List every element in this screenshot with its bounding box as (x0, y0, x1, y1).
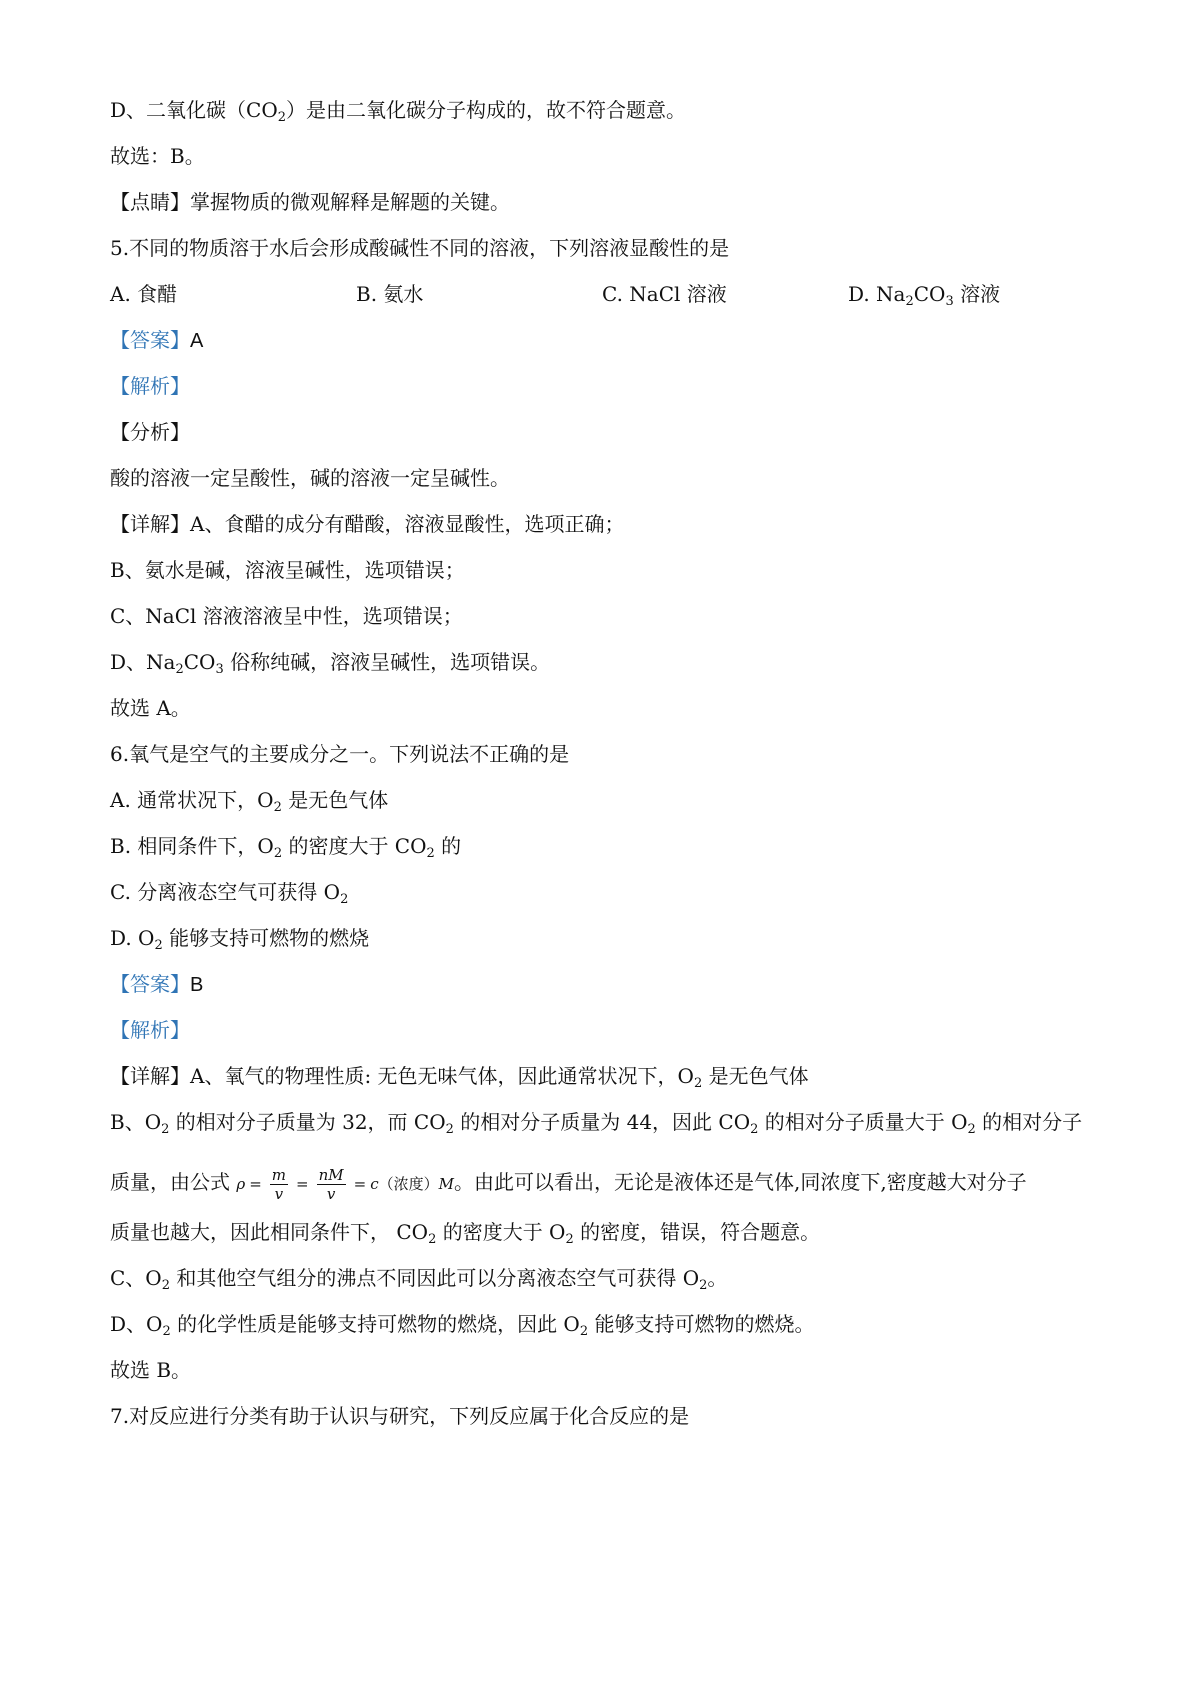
question-5-stem: 5.不同的物质溶于水后会形成酸碱性不同的溶液，下列溶液显酸性的是 (110, 236, 730, 260)
subscript: 2 (750, 1122, 759, 1137)
text-segment: 和其他空气组分的沸点不同因此可以分离液态空气可获得 O (169, 1266, 700, 1290)
text-segment: 的相对分子 (975, 1110, 1083, 1134)
text-line (110, 1108, 1082, 1136)
text-segment: A. 通常状况下，O (110, 788, 274, 812)
formula-symbol: c (370, 1174, 379, 1193)
answer-label: 【答案】 (110, 328, 190, 352)
q6-option-d (110, 924, 369, 952)
subscript: 2 (565, 1232, 574, 1247)
subscript: 2 (340, 892, 349, 907)
text-segment: CO (913, 282, 946, 306)
text-segment: B、O (110, 1110, 162, 1134)
text-segment: 的相对分子质量大于 O (758, 1110, 968, 1134)
q5-option-d (848, 280, 1000, 308)
text-segment: 是无色气体 (281, 788, 389, 812)
subscript: 2 (161, 1278, 170, 1293)
text-line-formula (110, 1160, 1027, 1204)
subscript: 2 (162, 1324, 171, 1339)
text-segment: 的化学性质是能够支持可燃物的燃烧，因此 O (170, 1312, 580, 1336)
text-line: 【详解】A、食醋的成分有醋酸，溶液显酸性，选项正确； (110, 512, 625, 536)
text-segment: 能够支持可燃物的燃烧 (162, 926, 370, 950)
subscript: 2 (426, 846, 435, 861)
density-formula (236, 1162, 454, 1206)
question-7-stem: 7.对反应进行分类有助于认识与研究，下列反应属于化合反应的是 (110, 1404, 690, 1428)
q5-fenxi-label: 【分析】 (110, 420, 190, 444)
q6-answer (110, 970, 203, 998)
text-line (110, 1310, 814, 1338)
text-segment: D. Na (848, 282, 906, 306)
text-segment: 质量，由公式 (110, 1170, 237, 1194)
subscript: 2 (967, 1122, 976, 1137)
text-segment: 的 (434, 834, 462, 858)
answer-value: B (190, 974, 204, 996)
text-segment: C、O (110, 1266, 162, 1290)
fraction-denominator: v (326, 1185, 336, 1203)
text-segment: 的相对分子质量为 44，因此 CO (453, 1110, 751, 1134)
formula-fraction (270, 1166, 288, 1203)
formula-equals: = (249, 1174, 262, 1193)
text-segment: D、二氧化碳（CO (110, 98, 278, 122)
text-segment: ）是由二氧化碳分子构成的，故不符合题意。 (286, 98, 687, 122)
text-line (110, 1218, 820, 1246)
subscript: 3 (215, 662, 224, 677)
formula-equals: = (296, 1174, 309, 1193)
text-line: 故选 A。 (110, 696, 191, 720)
text-segment: C. 分离液态空气可获得 O (110, 880, 341, 904)
text-segment: 的密度，错误，符合题意。 (573, 1220, 821, 1244)
text-line: B、氨水是碱，溶液呈碱性，选项错误； (110, 558, 465, 582)
text-segment: 溶液 (953, 282, 1001, 306)
q5-option-c: C. NaCl 溶液 (602, 282, 727, 306)
formula-symbol: ρ (236, 1174, 246, 1193)
subscript: 2 (154, 938, 163, 953)
text-segment: 的密度大于 O (436, 1220, 566, 1244)
text-segment: CO (183, 650, 216, 674)
text-segment: 。 (707, 1266, 728, 1290)
text-line: 【点睛】掌握物质的微观解释是解题的关键。 (110, 190, 510, 214)
text-segment: 。由此可以看出，无论是液体还是气体,同浓度下,密度越大对分子 (453, 1170, 1027, 1194)
text-line (110, 1062, 809, 1090)
q5-option-b: B. 氨水 (356, 282, 424, 306)
subscript: 2 (905, 294, 914, 309)
subscript: 2 (699, 1278, 708, 1293)
subscript: 2 (693, 1076, 703, 1091)
text-line: 故选 B。 (110, 1358, 192, 1382)
text-line (110, 1264, 727, 1292)
q6-analysis-label: 【解析】 (110, 1018, 190, 1042)
q5-analysis-label: 【解析】 (110, 374, 190, 398)
text-line (110, 96, 686, 124)
text-segment: 质量也越大，因此相同条件下， CO (110, 1220, 429, 1244)
subscript: 2 (445, 1122, 454, 1137)
subscript: 2 (428, 1232, 437, 1247)
q5-option-a: A. 食醋 (110, 282, 178, 306)
answer-label: 【答案】 (110, 972, 190, 996)
fraction-numerator: m (271, 1166, 286, 1184)
formula-equals: = (353, 1174, 367, 1193)
q5-answer (110, 326, 203, 354)
subscript: 2 (277, 110, 287, 125)
text-line (110, 648, 550, 676)
text-segment: D、Na (110, 650, 176, 674)
text-segment: 的相对分子质量为 32，而 CO (169, 1110, 446, 1134)
formula-text: （浓度） (378, 1174, 439, 1193)
q6-option-a (110, 786, 388, 814)
text-line: C、NaCl 溶液溶液呈中性，选项错误； (110, 604, 463, 628)
text-segment: 是无色气体 (702, 1064, 809, 1088)
subscript: 2 (161, 1122, 170, 1137)
fraction-denominator: v (274, 1185, 284, 1203)
subscript: 2 (273, 800, 282, 815)
text-line: 故选：B。 (110, 144, 205, 168)
q6-option-b (110, 832, 461, 860)
text-segment: B. 相同条件下，O (110, 834, 274, 858)
q6-option-c (110, 878, 348, 906)
text-segment: 的密度大于 CO (282, 834, 427, 858)
answer-value: A (190, 330, 204, 352)
text-segment: 能够支持可燃物的燃烧。 (588, 1312, 815, 1336)
formula-symbol: M (438, 1174, 454, 1193)
formula-fraction (317, 1166, 346, 1203)
fraction-numerator: nM (318, 1166, 344, 1184)
text-line: 酸的溶液一定呈酸性，碱的溶液一定呈碱性。 (110, 466, 510, 490)
text-segment: 俗称纯碱，溶液呈碱性，选项错误。 (223, 650, 551, 674)
question-6-stem: 6.氧气是空气的主要成分之一。下列说法不正确的是 (110, 742, 570, 766)
subscript: 2 (175, 662, 184, 677)
text-segment: D、O (110, 1312, 163, 1336)
subscript: 3 (945, 294, 954, 309)
text-segment: 【详解】A、氧气的物理性质: 无色无味气体，因此通常状况下，O (110, 1064, 694, 1088)
subscript: 2 (273, 846, 283, 861)
subscript: 2 (579, 1324, 589, 1339)
text-segment: D. O (110, 926, 155, 950)
